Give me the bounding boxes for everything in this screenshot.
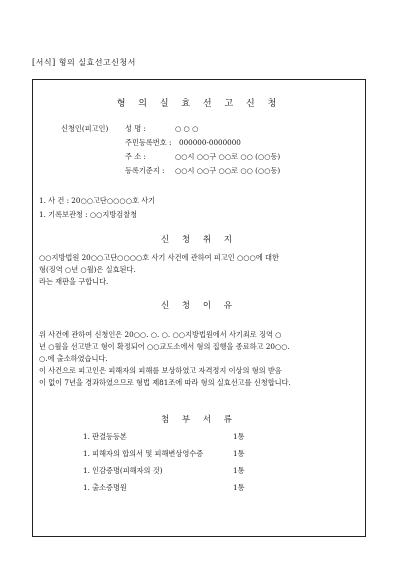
attachment-item-qty: 1통 (233, 466, 245, 475)
attachment-item-name: 1. 출소증명원 (83, 483, 127, 492)
case-line: 1. 사 건 : 20○○고단○○○○호 사기 (39, 196, 156, 205)
purpose-line: 형(징역 ○년 ○월)은 실효된다. (39, 265, 136, 274)
purpose-paragraph (39, 252, 361, 288)
reason-line: 이 사건으로 피고인은 피해자의 피해를 보상하였고 자격정지 이상의 형의 받음 (39, 366, 282, 375)
purpose-heading: 신 청 취 지 (161, 235, 237, 245)
name-label: 성 명 : (125, 124, 146, 133)
attachment-item-qty: 1통 (233, 432, 245, 441)
attachment-item-name: 1. 인감증명(피해자의 것) (83, 466, 163, 475)
application-form (32, 79, 366, 537)
reason-line: 년 ○월을 선고받고 형이 확정되어 ○○교도소에서 형의 집행을 종료하고 20○○. (39, 342, 290, 351)
registered-domicile-value: ○○시 ○○구 ○○로 ○○ (○○동) (175, 166, 281, 175)
reason-line: 이 없이 7년을 경과하였으므로 형법 제81조에 따라 형의 실효선고를 신청합니다. (39, 378, 291, 387)
attachment-item-name: 1. 판결등등본 (83, 432, 127, 441)
reason-heading: 신 청 이 유 (161, 301, 237, 311)
prosecutor-office-line: 1. 기록보관청 : ○○지방검찰청 (39, 210, 138, 219)
rrn-value: 000000-0000000 (179, 138, 241, 147)
form-caption: [서식] 형의 실효선고신청서 (32, 58, 136, 67)
applicant-label: 신청인(피고인) (61, 124, 109, 133)
rrn-label: 주민등록번호 : (125, 138, 172, 147)
attachment-item-name: 1. 피해자의 합의서 및 피해변상영수증 (83, 449, 204, 458)
reason-paragraph (39, 329, 361, 389)
purpose-line: ○○지방법원 20○○고단○○○○호 사기 사건에 관하여 피고인 ○○○에 대한 (39, 253, 279, 262)
purpose-line: 라는 재판을 구합니다. (39, 277, 109, 286)
reason-line: ○.에 출소하였습니다. (39, 354, 108, 363)
address-value: ○○시 ○○구 ○○로 ○○ (○○동) (175, 152, 281, 161)
attachment-item-qty: 1통 (233, 449, 245, 458)
form-title: 형 의 실 효 선 고 신 청 (116, 99, 282, 109)
attachments-heading: 첨 부 서 류 (161, 415, 237, 425)
name-value: ○ ○ ○ (175, 124, 199, 133)
reason-line: 위 사건에 관하여 신청인은 20○○. ○. ○. ○○지방법원에서 사기죄로 징역 ○ (39, 330, 282, 339)
attachment-item-qty: 1통 (233, 483, 245, 492)
registered-domicile-label: 등록기준지 : (125, 166, 165, 175)
address-label: 주 소 : (125, 152, 146, 161)
